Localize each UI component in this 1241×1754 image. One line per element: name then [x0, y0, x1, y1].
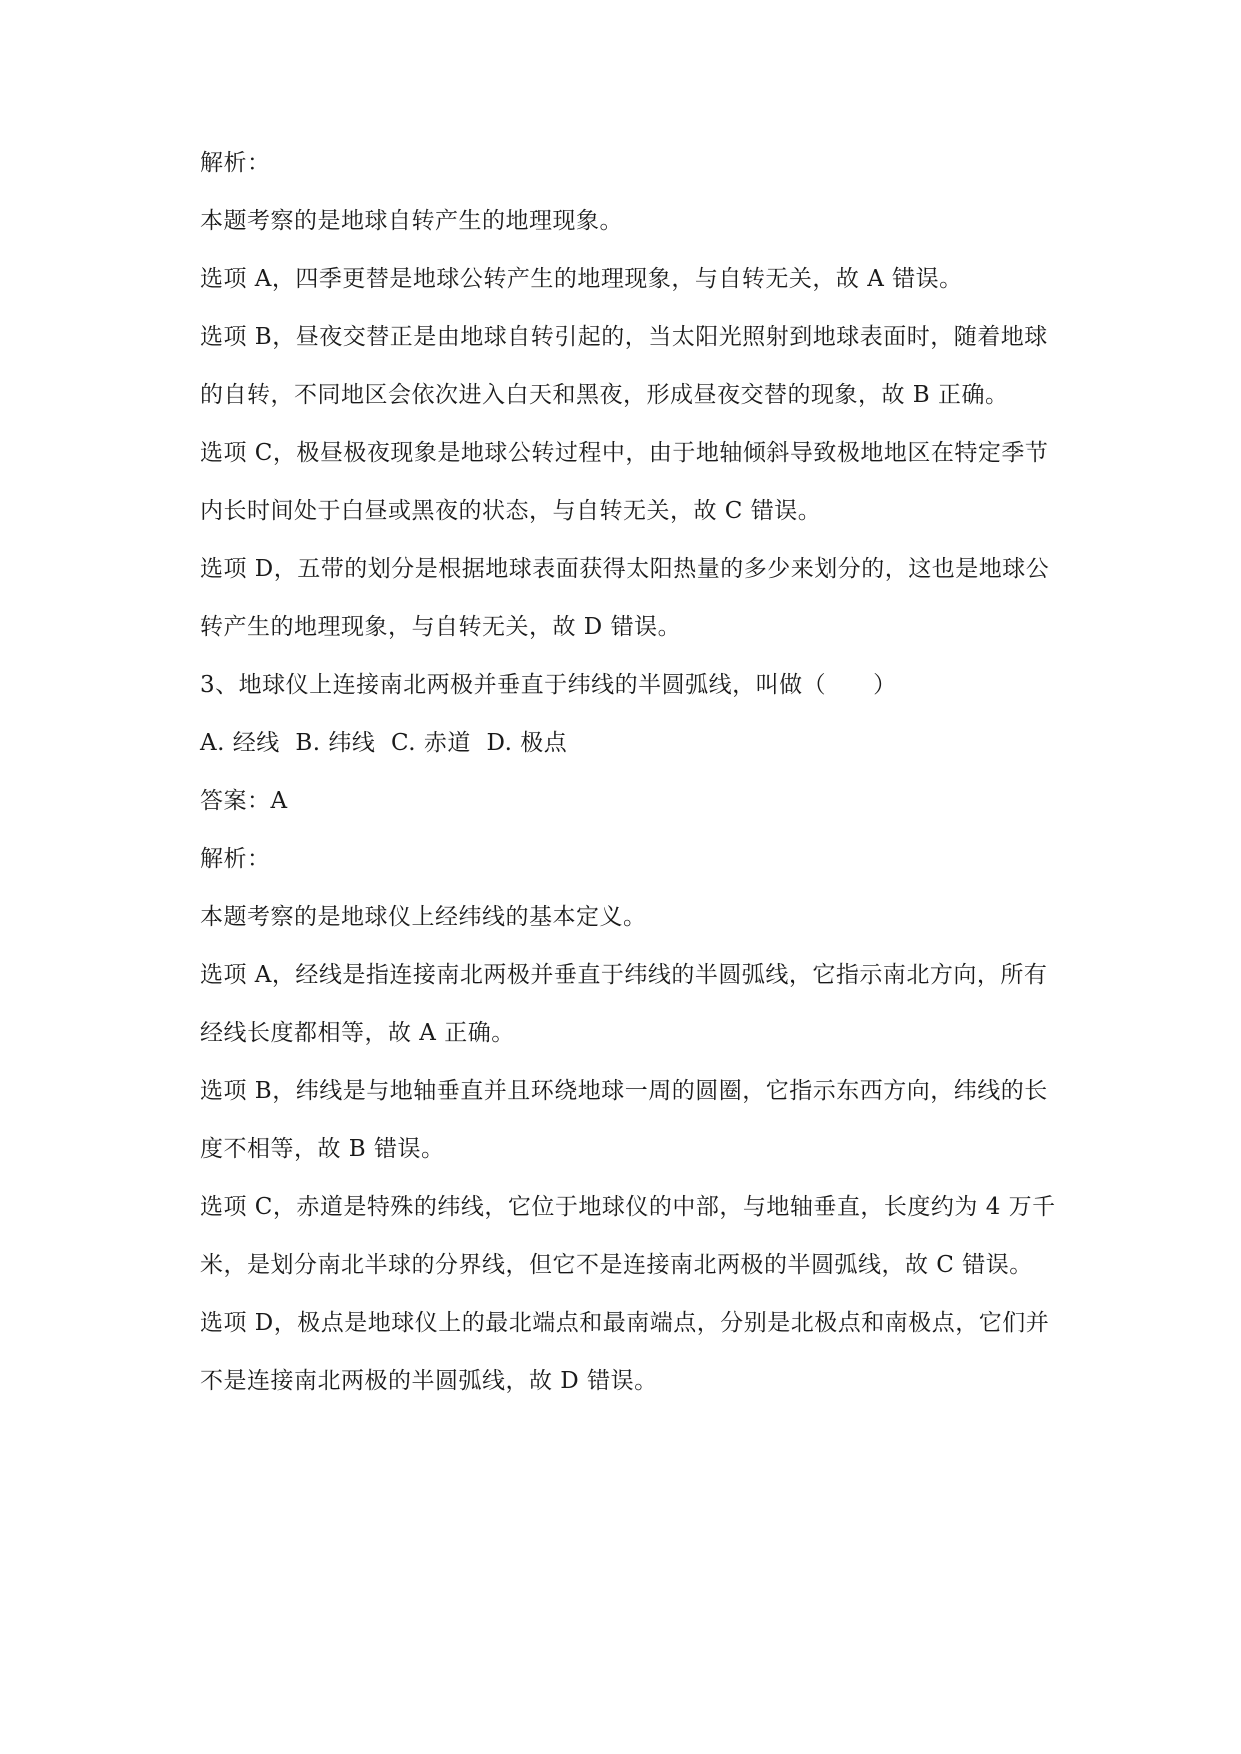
option-a-explanation-2-line-1: 选项 A，经线是指连接南北两极并垂直于纬线的半圆弧线，它指示南北方向，所有: [200, 962, 1048, 988]
analysis-intro-2: 本题考察的是地球仪上经纬线的基本定义。: [200, 904, 647, 930]
analysis-heading-1: 解析：: [200, 150, 271, 176]
option-b-explanation-2-line-2: 度不相等，故 B 错误。: [200, 1136, 445, 1162]
option-c-explanation-2-line-2: 米，是划分南北半球的分界线，但它不是连接南北两极的半圆弧线，故 C 错误。: [200, 1252, 1033, 1278]
option-c-explanation-1-line-1: 选项 C，极昼极夜现象是地球公转过程中，由于地轴倾斜导致极地地区在特定季节: [200, 440, 1049, 466]
option-c-explanation-1-line-2: 内长时间处于白昼或黑夜的状态，与自转无关，故 C 错误。: [200, 498, 822, 524]
option-a-explanation-1: 选项 A，四季更替是地球公转产生的地理现象，与自转无关，故 A 错误。: [200, 266, 963, 292]
option-d-explanation-2-line-2: 不是连接南北两极的半圆弧线，故 D 错误。: [200, 1368, 658, 1394]
question-3: 3、地球仪上连接南北两极并垂直于纬线的半圆弧线，叫做（ ）: [200, 672, 897, 698]
option-a-explanation-2-line-2: 经线长度都相等，故 A 正确。: [200, 1020, 515, 1046]
question-3-options: A. 经线 B. 纬线 C. 赤道 D. 极点: [200, 730, 568, 756]
option-c-explanation-2-line-1: 选项 C，赤道是特殊的纬线，它位于地球仪的中部，与地轴垂直，长度约为 4 万千: [200, 1194, 1056, 1220]
option-b-explanation-1-line-1: 选项 B，昼夜交替正是由地球自转引起的，当太阳光照射到地球表面时，随着地球: [200, 324, 1048, 350]
option-d-explanation-1-line-1: 选项 D，五带的划分是根据地球表面获得太阳热量的多少来划分的，这也是地球公: [200, 556, 1050, 582]
answer: 答案：A: [200, 788, 288, 814]
analysis-heading-2: 解析：: [200, 846, 271, 872]
option-b-explanation-1-line-2: 的自转，不同地区会依次进入白天和黑夜，形成昼夜交替的现象，故 B 正确。: [200, 382, 1009, 408]
option-b-explanation-2-line-1: 选项 B，纬线是与地轴垂直并且环绕地球一周的圆圈，它指示东西方向，纬线的长: [200, 1078, 1048, 1104]
option-d-explanation-1-line-2: 转产生的地理现象，与自转无关，故 D 错误。: [200, 614, 682, 640]
analysis-intro-1: 本题考察的是地球自转产生的地理现象。: [200, 208, 623, 234]
option-d-explanation-2-line-1: 选项 D，极点是地球仪上的最北端点和最南端点，分别是北极点和南极点，它们并: [200, 1310, 1050, 1336]
